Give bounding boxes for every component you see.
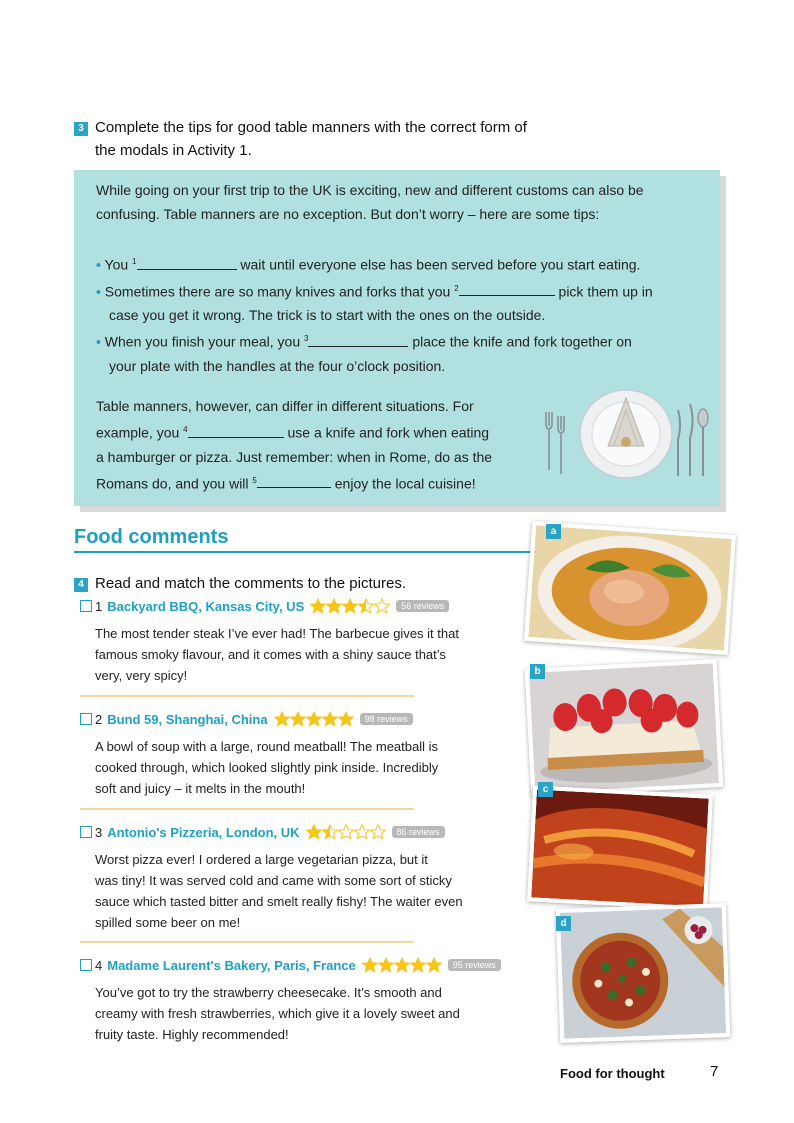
photo-label: c [538,782,553,797]
restaurant-name: Madame Laurent's Bakery, Paris, France [107,957,356,973]
star-icon [342,598,358,614]
tip-continuation: your plate with the handles at the four o’clock position. [109,357,446,374]
review-header [80,955,501,975]
answer-checkbox[interactable] [80,826,92,838]
blank-5[interactable] [257,472,331,488]
photo-c-steak [527,785,713,910]
exercise-number-badge: 4 [74,578,88,592]
exercise-number-badge: 3 [74,122,88,136]
exercise-title [95,116,527,162]
star-icon [374,598,390,614]
answer-checkbox[interactable] [80,600,92,612]
review-header [80,822,445,842]
tip-continuation: case you get it wrong. The trick is to start with the ones on the outside. [109,307,546,324]
star-icon [394,957,410,973]
blank-4[interactable] [188,422,284,438]
review-number: 3 [95,824,103,840]
star-icon [322,711,338,727]
star-icon [354,824,370,840]
bullet-icon: • [96,283,101,300]
star-icon [378,957,394,973]
review-line: very, very spicy! [95,668,188,683]
page-number: 7 [710,1063,719,1080]
star-icon [362,957,378,973]
tip-item: • You $^1$ wait until everyone else has been served before you start eating. [96,250,716,277]
photo-label: d [556,916,571,931]
section-title: Food comments [74,526,229,548]
review-header [80,709,413,729]
review-number: 2 [95,711,103,727]
review-number: 4 [95,957,103,973]
restaurant-name: Antonio's Pizzeria, London, UK [107,824,300,840]
tip-item: • Sometimes there are so many knives and forks that you $^2$ pick them up in [96,277,716,304]
section-divider [74,551,536,553]
star-icon [338,824,354,840]
tip-item: • When you finish your meal, you $^3$ place the knife and fork together on [96,327,716,354]
review-text [95,736,515,799]
exercise-title-line: Complete the tips for good table manners with the correct form of [95,119,527,136]
star-icon [426,957,442,973]
star-icon [310,598,326,614]
review-text [95,849,515,933]
review-text [95,623,515,686]
photo-label: b [530,664,545,679]
review-count-badge: 98 reviews [360,713,413,725]
review-line: creamy with fresh strawberries, which give it a lovely sweet and [95,1006,460,1021]
star-icon [322,824,338,840]
knife-icon [678,404,693,476]
exercise-title: Read and match the comments to the pictures. [95,575,406,592]
answer-checkbox[interactable] [80,713,92,725]
exercise-title-line: the modals in Activity 1. [95,142,252,159]
review-number: 1 [95,598,103,614]
star-icon [410,957,426,973]
review-count-badge: 86 reviews [392,826,445,838]
review-line: fruity taste. Highly recommended! [95,1027,289,1042]
review-line: famous smoky flavour, and it comes with a shiny sauce that’s [95,647,446,662]
star-icon [290,711,306,727]
tips-list [96,250,716,378]
blank-1[interactable] [137,254,237,270]
bullet-icon: • [96,256,101,273]
fork-icon [546,412,564,474]
review-count-badge: 95 reviews [448,959,501,971]
review-line: A bowl of soup with a large, round meatball! The meatball is [95,739,439,754]
review-text [95,982,515,1045]
star-icon [358,598,374,614]
vegetarian-pizza-image [560,907,726,1039]
star-icon [370,824,386,840]
strawberry-cheesecake-image [529,663,719,792]
review-header [80,596,449,616]
restaurant-name: Backyard BBQ, Kansas City, US [107,598,305,614]
photo-b-cheesecake [525,659,723,797]
review-line: spilled some beer on me! [95,915,241,930]
review-line: was tiny! It was served cold and came with some sort of sticky [95,873,452,888]
place-setting-illustration [538,384,714,484]
photo-a-soup [524,521,736,655]
review-divider [80,695,414,697]
bullet-icon: • [96,333,101,350]
review-line: Worst pizza ever! I ordered a large vegetarian pizza, but it [95,852,428,867]
star-icon [338,711,354,727]
star-icon [326,598,342,614]
tips-intro: While going on your first trip to the UK is exciting, new and different customs can also be confusing. Table manners are no exception. But don’t worry – here are some tips: [96,182,644,222]
spoon-icon [698,409,708,427]
barbecue-steak-image [531,790,708,907]
review-line: The most tender steak I’ve ever had! The barbecue gives it that [95,626,459,641]
review-count-badge: 56 reviews [396,600,449,612]
star-icon [306,711,322,727]
photo-label: a [546,524,561,539]
star-rating [310,598,390,614]
star-rating [362,957,442,973]
review-line: sauce which tasted bitter and smelt really fishy! The waiter even [95,894,463,909]
star-rating [274,711,354,727]
review-line: cooked through, which looked slightly pink inside. Incredibly [95,760,439,775]
tips-paragraph: Table manners, however, can differ in different situations. For example, you $^4$ use a knife and fork when eating a hamburger or pizza. Just remember: when in Rome, do as the Romans do, and you will $^5$ enjoy the local cuisine! [96,398,493,492]
restaurant-name: Bund 59, Shanghai, China [107,711,268,727]
star-rating [306,824,386,840]
blank-2[interactable] [459,280,555,296]
review-line: You’ve got to try the strawberry cheesecake. It’s smooth and [95,985,442,1000]
star-icon [306,824,322,840]
star-icon [274,711,290,727]
soup-meatball-image [528,525,731,650]
review-line: soft and juicy – it melts in the mouth! [95,781,306,796]
footer-title: Food for thought [560,1066,665,1081]
answer-checkbox[interactable] [80,959,92,971]
photo-d-pizza [556,903,731,1043]
review-divider [80,941,414,943]
blank-3[interactable] [308,331,408,347]
review-divider [80,808,414,810]
